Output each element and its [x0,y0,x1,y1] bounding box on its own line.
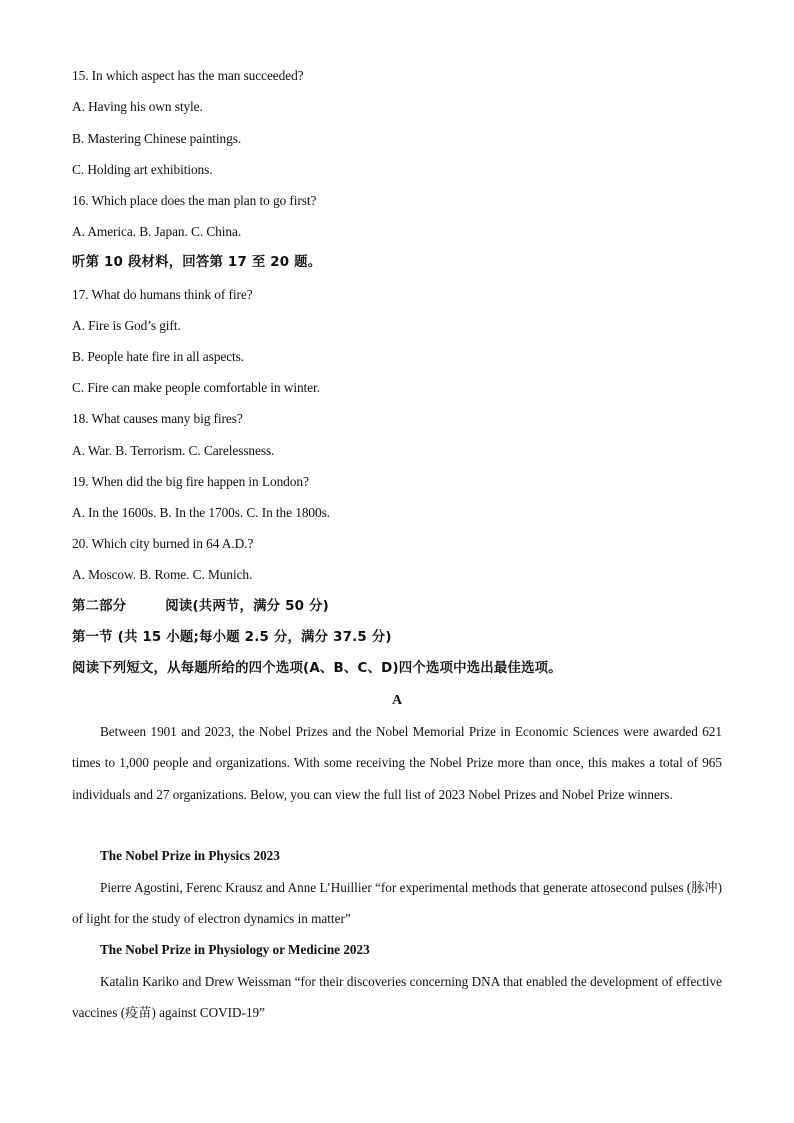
intro-paragraph: Between 1901 and 2023, the Nobel Prizes and the Nobel Memorial Prize in Economic Sciences were awarded 621 times to 1,000 people and organizations. With some receiving the Nobel Prize more than once, this makes a total of 965 individuals and 27 organizations. Below, you can view the full list of 2023 Nobel Prizes and Nobel Prize winners. [72,724,722,802]
question-15-option-c: C. Holding art exhibitions. [72,162,213,177]
question-16-options: A. America. B. Japan. C. China. [72,224,242,239]
question-20-stem: 20. Which city burned in 64 A.D.? [72,536,254,551]
question-18-stem: 18. What causes many big fires? [72,411,243,426]
question-15-option-a: A. Having his own style. [72,99,203,114]
section-1-title: 第一节 (共 15 小题;每小题 2.5 分，满分 37.5 分) [72,630,392,645]
question-15-stem: 15. In which aspect has the man succeeded? [72,68,304,83]
passage-label: A [391,693,402,708]
medicine-paragraph: Katalin Kariko and Drew Weissman “for their discoveries concerning DNA that enabled the development of effective vaccines (疫苗) against COVID-19” [72,974,722,1021]
physics-heading: The Nobel Prize in Physics 2023 [100,848,280,863]
reading-instruction: 阅读下列短文，从每题所给的四个选项(A、B、C、D)四个选项中选出最佳选项。 [72,661,562,676]
question-17-stem: 17. What do humans think of fire? [72,287,253,302]
question-17-option-c: C. Fire can make people comfortable in winter. [72,380,320,395]
part-2-title: 第二部分 阅读(共两节，满分 50 分) [72,599,329,614]
physics-paragraph: Pierre Agostini, Ferenc Krausz and Anne L’Huillier “for experimental methods that generate attosecond pulses (脉冲) of light for the study of electron dynamics in matter” [72,880,722,927]
question-17-option-b: B. People hate fire in all aspects. [72,349,245,364]
section-10-instruction: 听第 10 段材料，回答第 17 至 20 题。 [72,255,322,270]
medicine-heading: The Nobel Prize in Physiology or Medicine 2023 [100,942,370,957]
question-19-options: A. In the 1600s. B. In the 1700s. C. In the 1800s. [72,505,330,520]
question-19-stem: 19. When did the big fire happen in London? [72,474,309,489]
question-16-stem: 16. Which place does the man plan to go first? [72,193,317,208]
question-17-option-a: A. Fire is God’s gift. [72,318,181,333]
question-15-option-b: B. Mastering Chinese paintings. [72,131,242,146]
question-20-options: A. Moscow. B. Rome. C. Munich. [72,567,253,582]
question-18-options: A. War. B. Terrorism. C. Carelessness. [72,443,275,458]
